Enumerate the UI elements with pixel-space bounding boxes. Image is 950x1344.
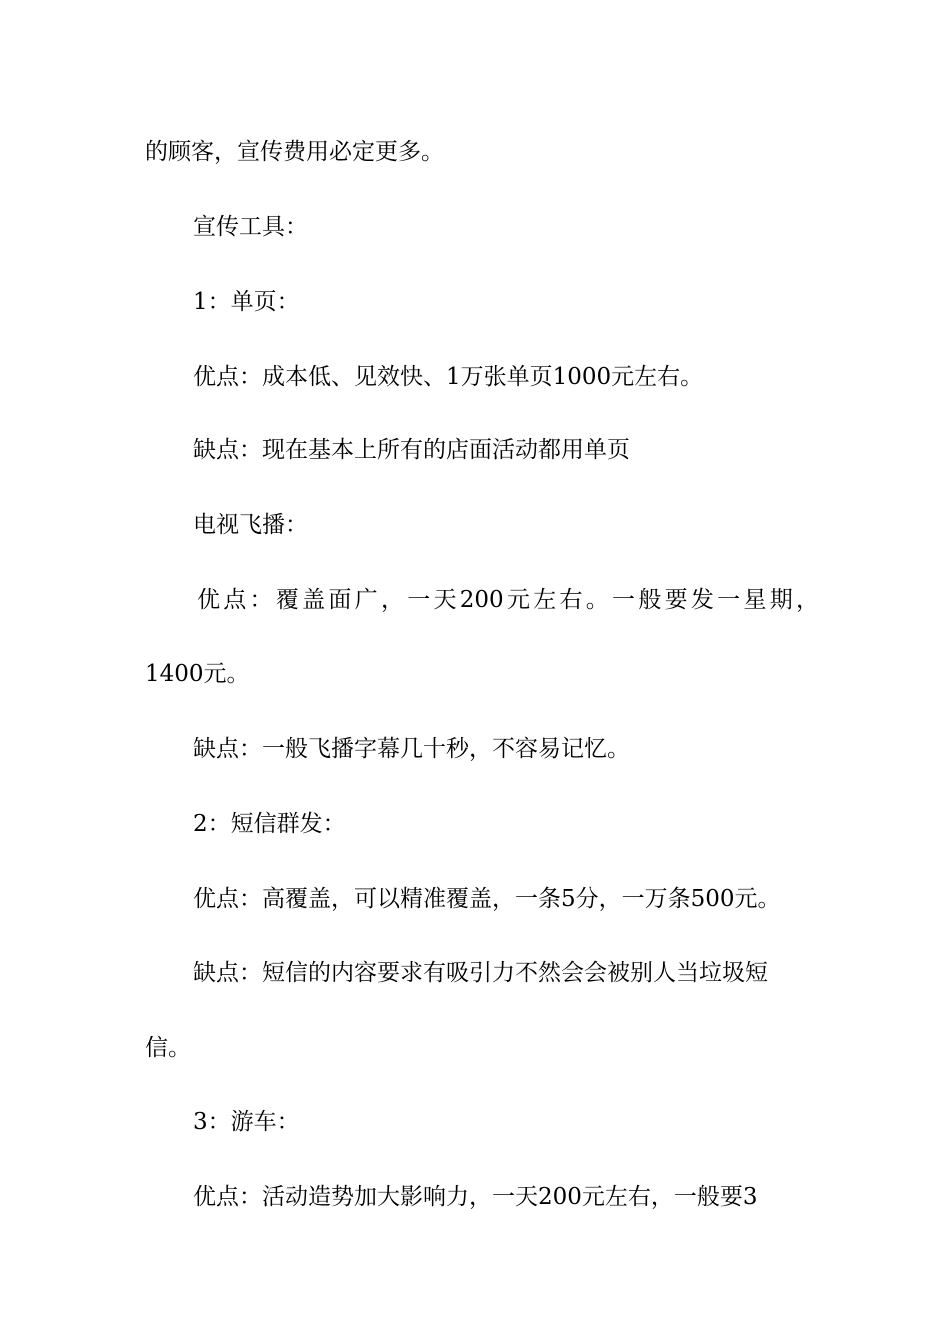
- text-line: 宣传工具：: [193, 214, 308, 240]
- text-line: 的顾客，宣传费用必定更多。: [145, 139, 444, 165]
- text-line: 缺点：一般飞播字幕几十秒，不容易记忆。: [193, 736, 630, 762]
- text-line: 1400元。: [145, 661, 250, 687]
- text-line: 信。: [145, 1035, 191, 1061]
- text-line: 优点：高覆盖，可以精准覆盖，一条5分，一万条500元。: [193, 886, 781, 912]
- text-line: 缺点：现在基本上所有的店面活动都用单页: [193, 437, 630, 463]
- text-line: 1：单页：: [193, 289, 300, 315]
- text-line: 3：游车：: [193, 1109, 300, 1135]
- text-line: 优点：覆盖面广，一天200元左右。一般要发一星期，: [197, 587, 819, 613]
- text-line: 优点：活动造势加大影响力，一天200元左右，一般要3: [193, 1184, 758, 1210]
- text-line: 电视飞播：: [193, 512, 308, 538]
- text-line: 缺点：短信的内容要求有吸引力不然会会被别人当垃圾短: [193, 960, 768, 986]
- text-line: 2：短信群发：: [193, 811, 346, 837]
- text-line: 优点：成本低、见效快、1万张单页1000元左右。: [193, 364, 704, 390]
